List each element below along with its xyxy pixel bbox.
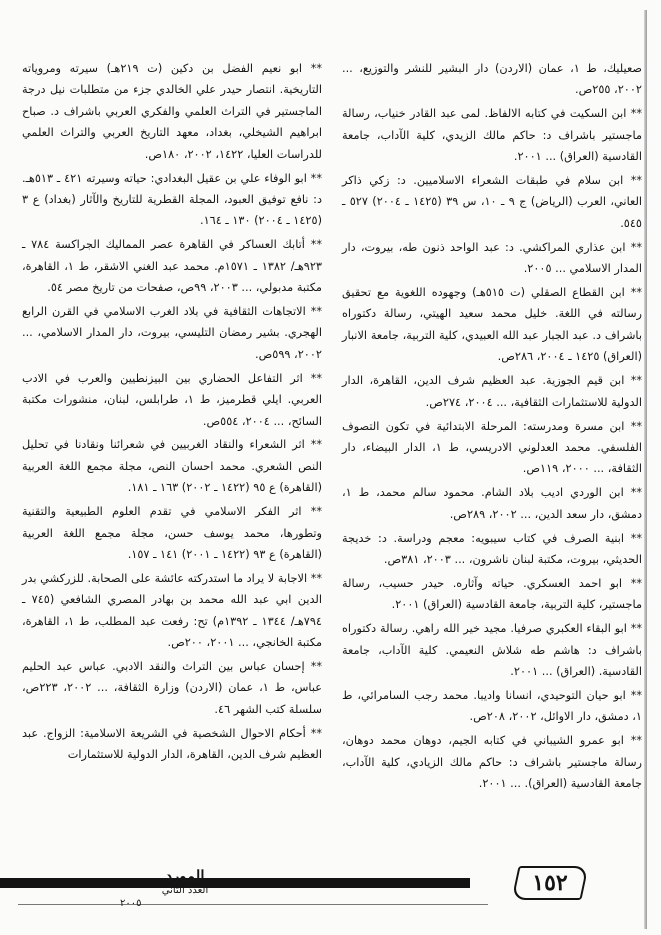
right-column bbox=[342, 58, 642, 797]
page-number: ١٥٢ bbox=[532, 870, 568, 896]
bibliography-entry: ** اثر التفاعل الحضاري بين البيزنطيين والعرب في الادب العربي. ايلي قطرميز، ط ١، طرابلس، لبنان، منشورات مكتبة السائح، ... ٢٠٠٤، ٥٥٤ص. bbox=[22, 371, 323, 428]
bibliography-entry: ** ابن السكيت في كتابه الالفاظ. لمى عبد القادر خنياب، رسالة ماجستير باشراف د: حاكم مالك الزيدي، كلية الآداب، جامعة القادسية (العراق) ... ٢٠٠١. bbox=[342, 107, 642, 164]
bibliography-entry: ** ابن مسرة ومدرسته: المرحلة الابتدائية في تكون التصوف الفلسفي. محمد العدلوني الادريسي، ط ١، الدار البيضاء، دار الثقافة، ... ٢٠٠٠، ١١٩ص. bbox=[342, 419, 642, 476]
bibliography-entry: ** ابو احمد العسكري. حياته وآثاره. حيدر حسيب، رسالة ماجستير، كلية التربية، جامعة القادسية (العراق) ٢٠٠١. bbox=[342, 576, 642, 612]
bibliography-entry: ** ابن قيم الجوزية. عبد العظيم شرف الدين، القاهرة، الدار الدولية للاستثمارات الثقافية، ... ٢٠٠٤، ٢٧٤ص. bbox=[342, 374, 642, 409]
bibliography-entry: ** الاجابة لا يراد ما استدركته عائشة على الصحابة. للزركشي بدر الدين ابي عبد الله محمد بن بهادر المصري الشافعي (٧٤٥ ـ ٧٩٤هـ/ ١٣٤٤ ـ ١٣٩٢م) تح: رفعت عبد المطلب، ط ١، القاهرة، مكتبة الخانجي، ... ٢٠٠١، ٢٠٠ص. bbox=[22, 571, 323, 650]
issue-label: العدد الثاني bbox=[161, 885, 209, 896]
bibliography-entry: ** ابو نعيم الفضل بن دكين (ت ٢١٩هـ) سيرته ومروياته التاريخية. انتصار حيدر علي الخالدي جزء من متطلبات نيل درجة الماجستير في التراث العلمي والفكري العربي باشراف د. صباح ابراهيم الشيخلي، بغداد، معهد التاريخ العربي والتراث العلمي للدراسات العليا، ١٤٢٢، ٢٠٠٢، ١٨٠ص. bbox=[22, 62, 322, 161]
bibliography-entry: ** ابن عذاري المراكشي. د: عبد الواحد ذنون طه، بيروت، دار المدار الاسلامي ... ٢٠٠٥. bbox=[342, 240, 642, 276]
bibliography-entry: ** أحكام الاحوال الشخصية في الشريعة الاسلامية: الزواج. عبد العظيم شرف الدين، القاهرة، الدار الدولية للاستثمارات bbox=[22, 726, 322, 762]
bibliography-entry: ** ابنية الصرف في كتاب سيبويه: معجم ودراسة. د: خديجة الحديثي، بيروت، مكتبة لبنان ناشرون، ... ٢٠٠٣، ٣٨١ص. bbox=[342, 531, 642, 566]
bibliography-entry: ** إحسان عباس بين التراث والنقد الادبي. عباس عبد الحليم عباس، ط ١، عمان (الاردن) وزارة الثقافة، ... ٢٠٠٢، ٢٢٣ص، سلسلة كتب الشهر ٤٦. bbox=[22, 659, 322, 716]
journal-logo bbox=[150, 868, 220, 898]
bibliography-entry: ** ابو الوفاء علي بن عقيل البغدادي: حياته وسيرته ٤٢١ ـ ٥١٣هـ. د: نافع توفيق العبود، المجلة القطرية للتاريخ والآثار (بغداد) ع ٣ (١٤٢٥ ـ ٢٠٠٤) ١٣٠ ـ ١٦٤. bbox=[22, 171, 322, 228]
bibliography-entry: ** أتابك العساكر في القاهرة عصر المماليك الجراكسة ٧٨٤ ـ ٩٢٣هـ/ ١٣٨٢ ـ ١٥٧١م. محمد عبد الغني الاشقر، ط ١، القاهرة، مكتبة مدبولي، ... ٢٠٠٣، ٩٩ص، صفحات من تاريخ مصر ٥٤. bbox=[22, 238, 322, 295]
journal-name: المورد bbox=[165, 867, 205, 885]
bibliography-entry: ** ابن سلام في طبقات الشعراء الاسلاميين. د: زكي ذاكر العاني، العرب (الرياض) ج ٩ ـ ١٠، س ٣٩ (١٤٢٥ ـ ٢٠٠٤) ٥٢٧ ـ ٥٤٥. bbox=[342, 174, 643, 230]
bibliography-entry: ** ابو حيان التوحيدي، انسانا واديبا. محمد رجب السامرائي، ط ١، دمشق، دار الاوائل، ٢٠٠٢، ٢٠٨ص. bbox=[342, 688, 642, 724]
bibliography-entry: ** اثر الشعراء والنقاد الغربيين في شعرائنا ونقادنا في تحليل النص الشعري. محمد احسان النص، مجلة مجمع اللغة العربية (القاهرة) ع ٩٥ (١٤٢٢ ـ ٢٠٠٢) ١٦٣ ـ ١٨١. bbox=[22, 438, 322, 495]
bibliography-entry: ** الاتجاهات الثقافية في بلاد الغرب الاسلامي في القرن الرابع الهجري. بشير رمضان التليسي، بيروت، دار المدار الاسلامي، ... ٢٠٠٢، ٥٩٩ص. bbox=[22, 304, 322, 361]
footer-rule bbox=[18, 904, 488, 905]
footer-year: ٢٠٠٥ bbox=[120, 898, 142, 909]
bibliography-entry: ** ابو عمرو الشيباني في كتابه الجيم، دوهان محمد دوهان، رسالة ماجستير باشراف د: حاكم مالك الزيادي، كلية الآداب، جامعة القادسية (العراق). ... ٢٠٠١. bbox=[342, 734, 642, 790]
left-column bbox=[22, 58, 322, 768]
page-number-badge bbox=[515, 866, 585, 900]
bibliography-entry: صعيليك، ط ١، عمان (الاردن) دار البشير للنشر والتوزيع، ... ٢٠٠٢، ٢٥٥ص. bbox=[342, 62, 642, 97]
footer-bar bbox=[0, 878, 470, 888]
bibliography-entry: ** ابن القطاع الصقلي (ت ٥١٥هـ) وجهوده اللغوية مع تحقيق رسالته في اللغة. خليل محمد سعيد الهيتي، رسالة دكتوراه باشراف د. عبد الجبار عبد الله العبيدي، كلية التربية، جامعة الانبار (العراق) ١٤٢٥ ـ ٢٠٠٤، ٢٨٦ص. bbox=[342, 286, 643, 364]
bibliography-entry: ** ابن الوردي اديب بلاد الشام. محمود سالم محمد، ط ١، دمشق، دار سعد الدين، ... ٢٠٠٢، ٢٨٩ص. bbox=[342, 486, 642, 521]
bibliography-entry: ** اثر الفكر الاسلامي في تقدم العلوم الطبيعية والتقنية وتطورها، محمد يوسف حسن، مجلة مجمع اللغة العربية (القاهرة) ع ٩٣ (١٤٢٢ ـ ٢٠٠١) ١٤١ ـ ١٥٧. bbox=[22, 505, 322, 561]
bibliography-entry: ** ابو البقاء العكبري صرفيا. مجيد خير الله راهي. رسالة دكتوراه باشراف د: هاشم طه شلاش النعيمي. كلية الآداب، جامعة القادسية. (العراق) ... ٢٠٠١. bbox=[342, 622, 642, 678]
page-edge-shadow bbox=[644, 10, 647, 929]
